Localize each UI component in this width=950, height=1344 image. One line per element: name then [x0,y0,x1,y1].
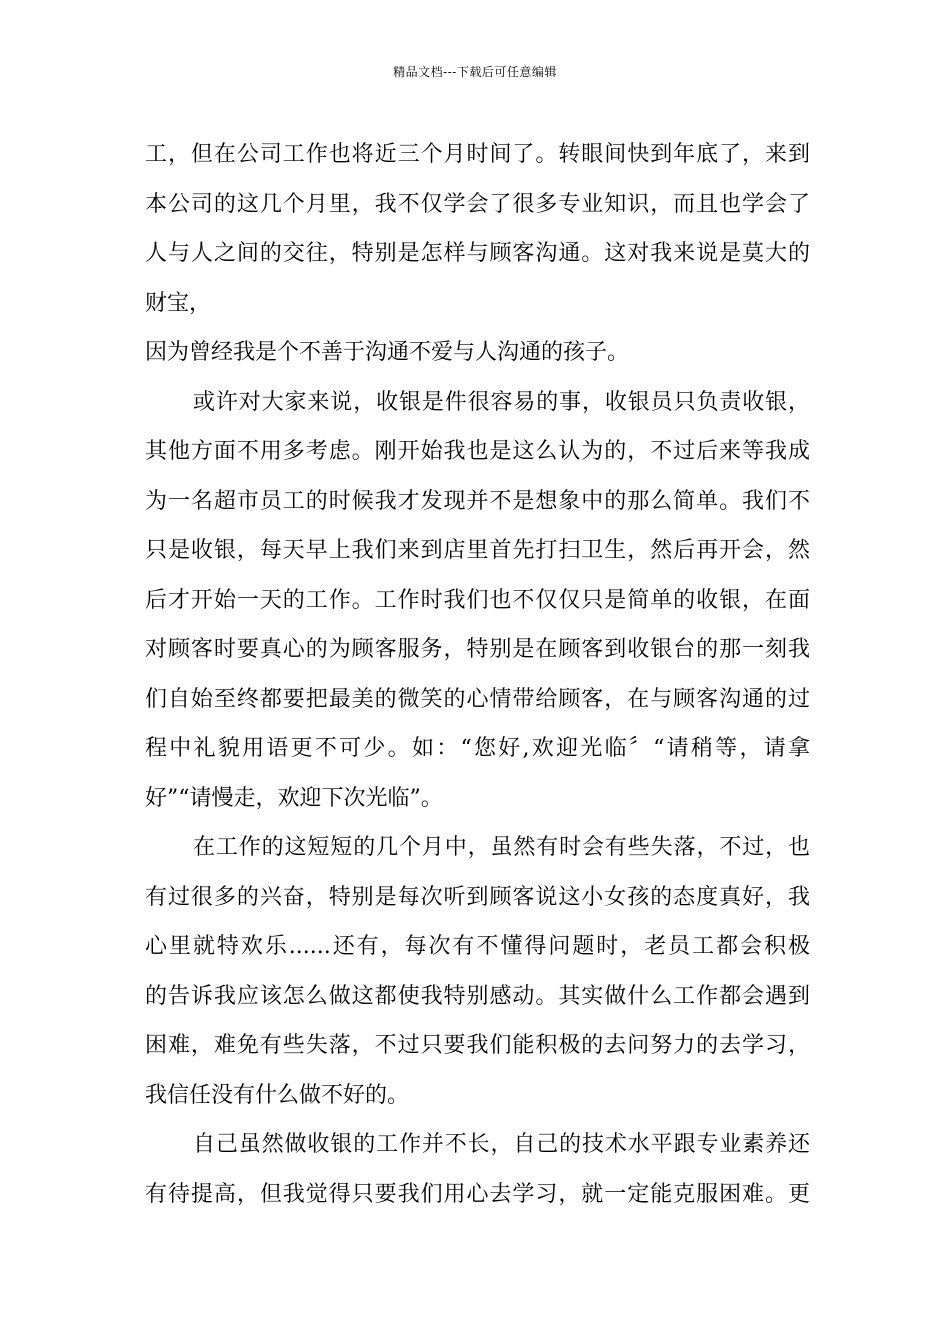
text-line: 有过很多的兴奋，特别是每次听到顾客说这小女孩的态度真好，我 [145,884,810,910]
text-line: 或许对大家来说，收银是件很容易的事，收银员只负责收银， [193,389,810,415]
text-line: 财宝， [145,290,212,316]
text-line: 的告诉我应该怎么做这都使我特别感动。其实做什么工作都会遇到 [145,983,810,1009]
text-line: 困难，难免有些失落，不过只要我们能积极的去问努力的去学习， [145,1033,810,1058]
text-line: 其他方面不用多考虑。刚开始我也是这么认为的，不过后来等我成 [145,439,810,464]
text-line: 人与人之间的交往，特别是怎样与顾客沟通。这对我来说是莫大的 [145,241,810,266]
text-line: 本公司的这几个月里，我不仅学会了很多专业知识，而且也学会了 [145,191,810,217]
page-header: 精品文档---下载后可任意编辑 [393,65,557,79]
text-line: 有待提高，但我觉得只要我们用心去学习，就一定能克服困难。更 [145,1181,810,1207]
text-line: 为一名超市员工的时候我才发现并不是想象中的那么简单。我们不 [145,488,810,514]
text-line: 我信任没有什么做不好的。 [145,1082,410,1108]
text-line: 心里就特欢乐......还有，每次有不懂得问题时，老员工都会积极 [145,934,810,959]
text-line: 后才开始一天的工作。工作时我们也不仅仅只是简单的收银，在面 [145,587,810,613]
text-line: 程中礼貌用语更不可少。如：“您好,欢迎光临〞“请稍等，请拿 [145,736,810,761]
text-line: 们自始至终都要把最美的微笑的心情带给顾客，在与顾客沟通的过 [145,686,810,712]
text-line: 对顾客时要真心的为顾客服务，特别是在顾客到收银台的那一刻我 [145,637,810,662]
text-line: 因为曾经我是个不善于沟通不爱与人沟通的孩子。 [145,340,630,365]
text-line: 工，但在公司工作也将近三个月时间了。转眼间快到年底了，来到 [145,142,810,167]
text-line: 好”“请慢走，欢迎下次光临”。 [145,785,443,811]
text-line: 在工作的这短短的几个月中，虽然有时会有些失落，不过，也 [193,835,810,860]
text-line: 自己虽然做收银的工作并不长，自己的技术水平跟专业素养还 [193,1132,810,1157]
text-line: 只是收银，每天早上我们来到店里首先打扫卫生，然后再开会，然 [145,538,810,563]
document-body [145,130,810,1219]
